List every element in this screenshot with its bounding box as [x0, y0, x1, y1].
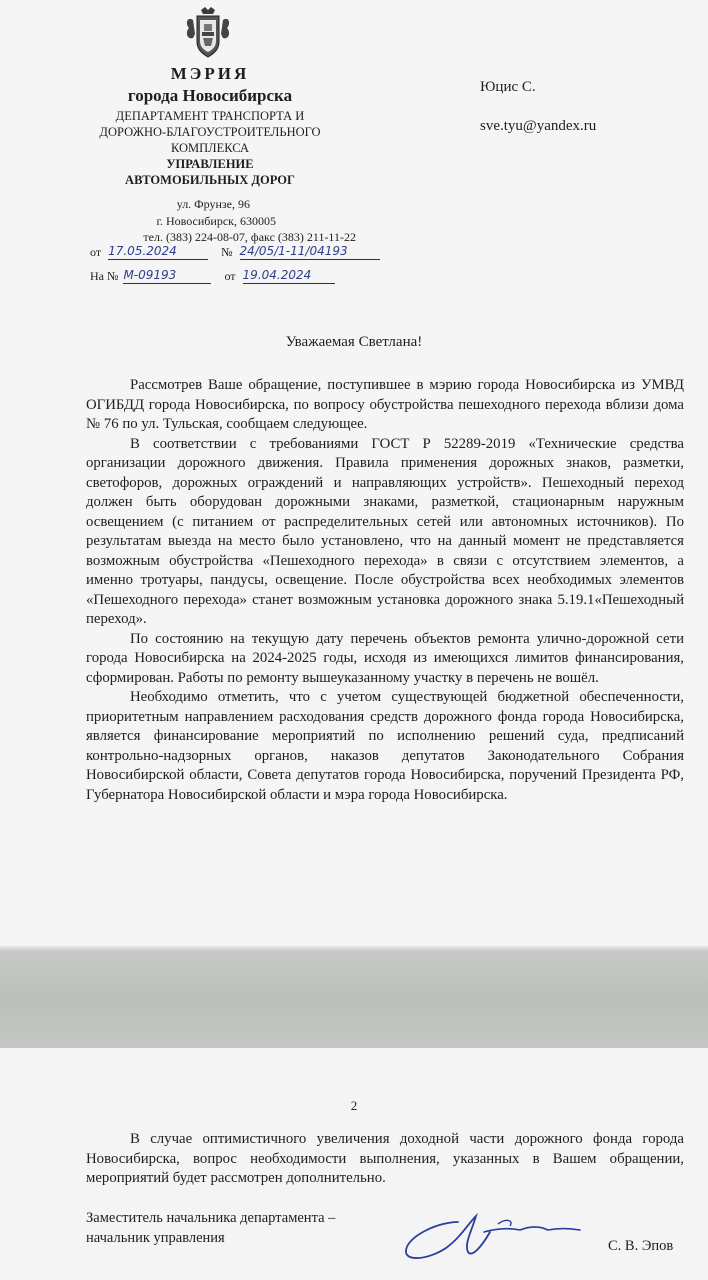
- from-label: от: [90, 245, 102, 259]
- issuer-department: [60, 108, 360, 156]
- salutation: Уважаемая Светлана!: [285, 334, 423, 350]
- department-line: ДЕПАРТАМЕНТ ТРАНСПОРТА И: [115, 109, 305, 123]
- registration-date: 17.05.2024: [108, 244, 208, 260]
- recipient-name: Юцис С.: [480, 79, 536, 95]
- reply-line: [90, 268, 335, 284]
- directorate-line: АВТОМОБИЛЬНЫХ ДОРОГ: [125, 173, 295, 187]
- letter-body: [86, 376, 684, 805]
- reply-date: 19.04.2024: [243, 268, 335, 284]
- handwritten-signature: [398, 1202, 588, 1268]
- reply-label: На №: [90, 269, 119, 283]
- signatory-name: С. В. Эпов: [608, 1238, 674, 1254]
- issuer-postal-city: г. Новосибирск, 630005: [156, 214, 276, 228]
- directorate-line: УПРАВЛЕНИЕ: [166, 157, 254, 171]
- department-line: ДОРОЖНО-БЛАГОУСТРОИТЕЛЬНОГО: [99, 125, 321, 139]
- body-paragraph: По состоянию на текущую дату перечень объектов ремонта улично-дорожной сети города Новосибирска на 2024-2025 годы, исходя из имеющихся лимитов финансирования, сформирован. Работы по ремонту вышеуказанному участку в перечень не вошёл.: [86, 630, 684, 686]
- registration-line: [90, 244, 380, 260]
- reply-from-label: от: [224, 269, 236, 283]
- page-gap: [0, 952, 708, 1048]
- coat-of-arms-icon: [183, 6, 233, 60]
- signatory-title-line: Заместитель начальника департамента –: [86, 1210, 336, 1226]
- department-line: КОМПЛЕКСА: [170, 141, 250, 155]
- page-number: 2: [350, 1098, 358, 1113]
- recipient-email[interactable]: sve.tyu@yandex.ru: [480, 118, 597, 134]
- body-paragraph: Необходимо отметить, что с учетом существующей бюджетной обеспеченности, приоритетным направлением расходования средств дорожного фонда города Новосибирска, является финансирование мероприятий по исполнению решений суда, предписаний контрольно-надзорных органов, наказов депутатов Законодательного Собрания Новосибирской области, Совета депутатов города Новосибирска, поручений Президента РФ, Губернатора Новосибирской области и мэра города Новосибирска.: [86, 689, 684, 803]
- body-paragraph: В соответствии с требованиями ГОСТ Р 52289-2019 «Технические средства организации дорожного движения. Правила применения дорожных знаков, разметки, светофоров, дорожных ограждений и направляющих устройств». Пешеходный переход должен быть оборудован дорожными знаками, разметкой, стационарным наружным освещением (с питанием от распределительных сетей или автономных источников). По результатам выезда на место было установлено, что на данный момент не представляется возможным обустройства «Пешеходного перехода» в связи с отсутствием элементов, а именно тротуары, пандусы, освещение. После обустройства всех необходимых элементов «Пешеходного перехода» станет возможным установка дорожного знака 5.19.1«Пешеходный переход».: [86, 435, 684, 627]
- number-label: №: [221, 245, 233, 259]
- body-paragraph: Рассмотрев Ваше обращение, поступившее в мэрию города Новосибирска из УМВД ОГИБДД города Новосибирска, по вопросу обустройства пешеходного перехода вблизи дома № 76 по ул. Тульская, сообщаем следующее.: [86, 377, 684, 432]
- issuer-directorate: [60, 156, 360, 188]
- registration-number: 24/05/1-11/04193: [240, 244, 380, 260]
- issuer-phones: тел. (383) 224-08-07, факс (383) 211-11-22: [143, 230, 356, 244]
- issuer-street: ул. Фрунзе, 96: [176, 197, 250, 211]
- issuer-title: МЭРИЯ: [170, 64, 250, 83]
- signatory-title-line: начальник управления: [86, 1230, 225, 1246]
- issuer-city: города Новосибирска: [127, 86, 293, 105]
- page2-body: [86, 1130, 684, 1189]
- signatory-title: [86, 1208, 335, 1248]
- reply-number: М-09193: [123, 268, 211, 284]
- body-paragraph: В случае оптимистичного увеличения доходной части дорожного фонда города Новосибирска, вопрос необходимости выполнения, указанных в Вашем обращении, мероприятий будет рассмотрен дополнительно.: [86, 1131, 684, 1186]
